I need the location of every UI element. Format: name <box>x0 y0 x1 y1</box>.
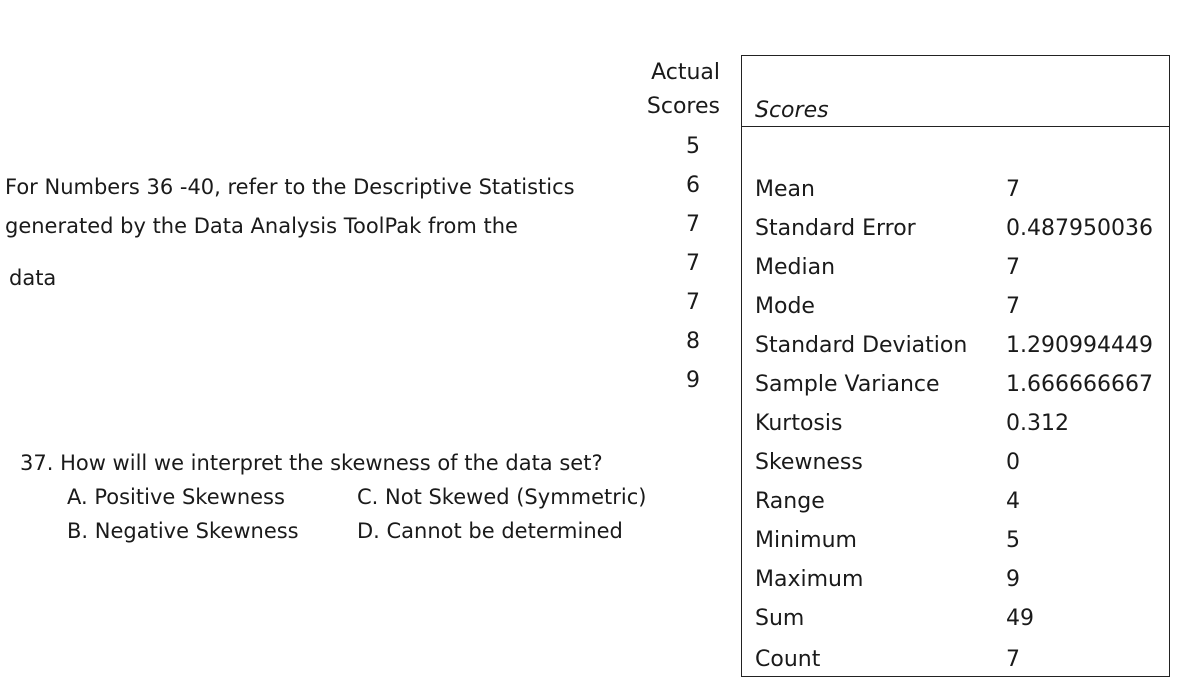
stat-value-mean: 7 <box>1006 177 1020 202</box>
actual-scores-header-line-2: Scores <box>646 94 720 119</box>
stat-label-mean: Mean <box>755 177 815 202</box>
intro-line-2: generated by the Data Analysis ToolPak from the <box>5 214 518 238</box>
choice-b: B. Negative Skewness <box>67 519 299 543</box>
stat-value-sample-variance: 1.666666667 <box>1006 372 1153 397</box>
stat-label-count: Count <box>755 647 821 672</box>
actual-score-value: 6 <box>686 173 700 198</box>
stat-value-minimum: 5 <box>1006 528 1020 553</box>
stat-label-kurtosis: Kurtosis <box>755 411 843 436</box>
stat-value-maximum: 9 <box>1006 567 1020 592</box>
stat-label-minimum: Minimum <box>755 528 857 553</box>
stat-value-kurtosis: 0.312 <box>1006 411 1069 436</box>
question-text: 37. How will we interpret the skewness of the data set? <box>20 451 603 475</box>
stat-value-mode: 7 <box>1006 294 1020 319</box>
stat-label-sample-variance: Sample Variance <box>755 372 940 397</box>
choice-d: D. Cannot be determined <box>357 519 623 543</box>
stat-value-standard-deviation: 1.290994449 <box>1006 333 1153 358</box>
actual-score-value: 8 <box>686 329 700 354</box>
stat-label-skewness: Skewness <box>755 450 863 475</box>
intro-line-1: For Numbers 36 -40, refer to the Descriptive Statistics <box>5 175 575 199</box>
stat-value-skewness: 0 <box>1006 450 1020 475</box>
choice-c: C. Not Skewed (Symmetric) <box>357 485 647 509</box>
stat-label-range: Range <box>755 489 825 514</box>
stat-value-range: 4 <box>1006 489 1020 514</box>
actual-score-value: 7 <box>686 212 700 237</box>
stat-value-median: 7 <box>1006 255 1020 280</box>
stat-value-sum: 49 <box>1006 606 1034 631</box>
stat-label-standard-error: Standard Error <box>755 216 916 241</box>
stat-label-maximum: Maximum <box>755 567 864 592</box>
actual-scores-header <box>620 56 720 124</box>
intro-line-3: data <box>9 266 57 290</box>
actual-scores-header-line-1: Actual <box>651 60 720 85</box>
stat-label-mode: Mode <box>755 294 815 319</box>
actual-score-value: 9 <box>686 368 700 393</box>
actual-score-value: 7 <box>686 251 700 276</box>
choice-a: A. Positive Skewness <box>67 485 285 509</box>
actual-score-value: 7 <box>686 290 700 315</box>
stats-table-title: Scores <box>755 98 829 123</box>
stat-value-count: 7 <box>1006 647 1020 672</box>
stat-label-median: Median <box>755 255 836 280</box>
actual-score-value: 5 <box>686 134 700 159</box>
stat-label-standard-deviation: Standard Deviation <box>755 333 968 358</box>
stat-label-sum: Sum <box>755 606 805 631</box>
stat-value-standard-error: 0.487950036 <box>1006 216 1153 241</box>
table-header-divider <box>741 126 1170 127</box>
